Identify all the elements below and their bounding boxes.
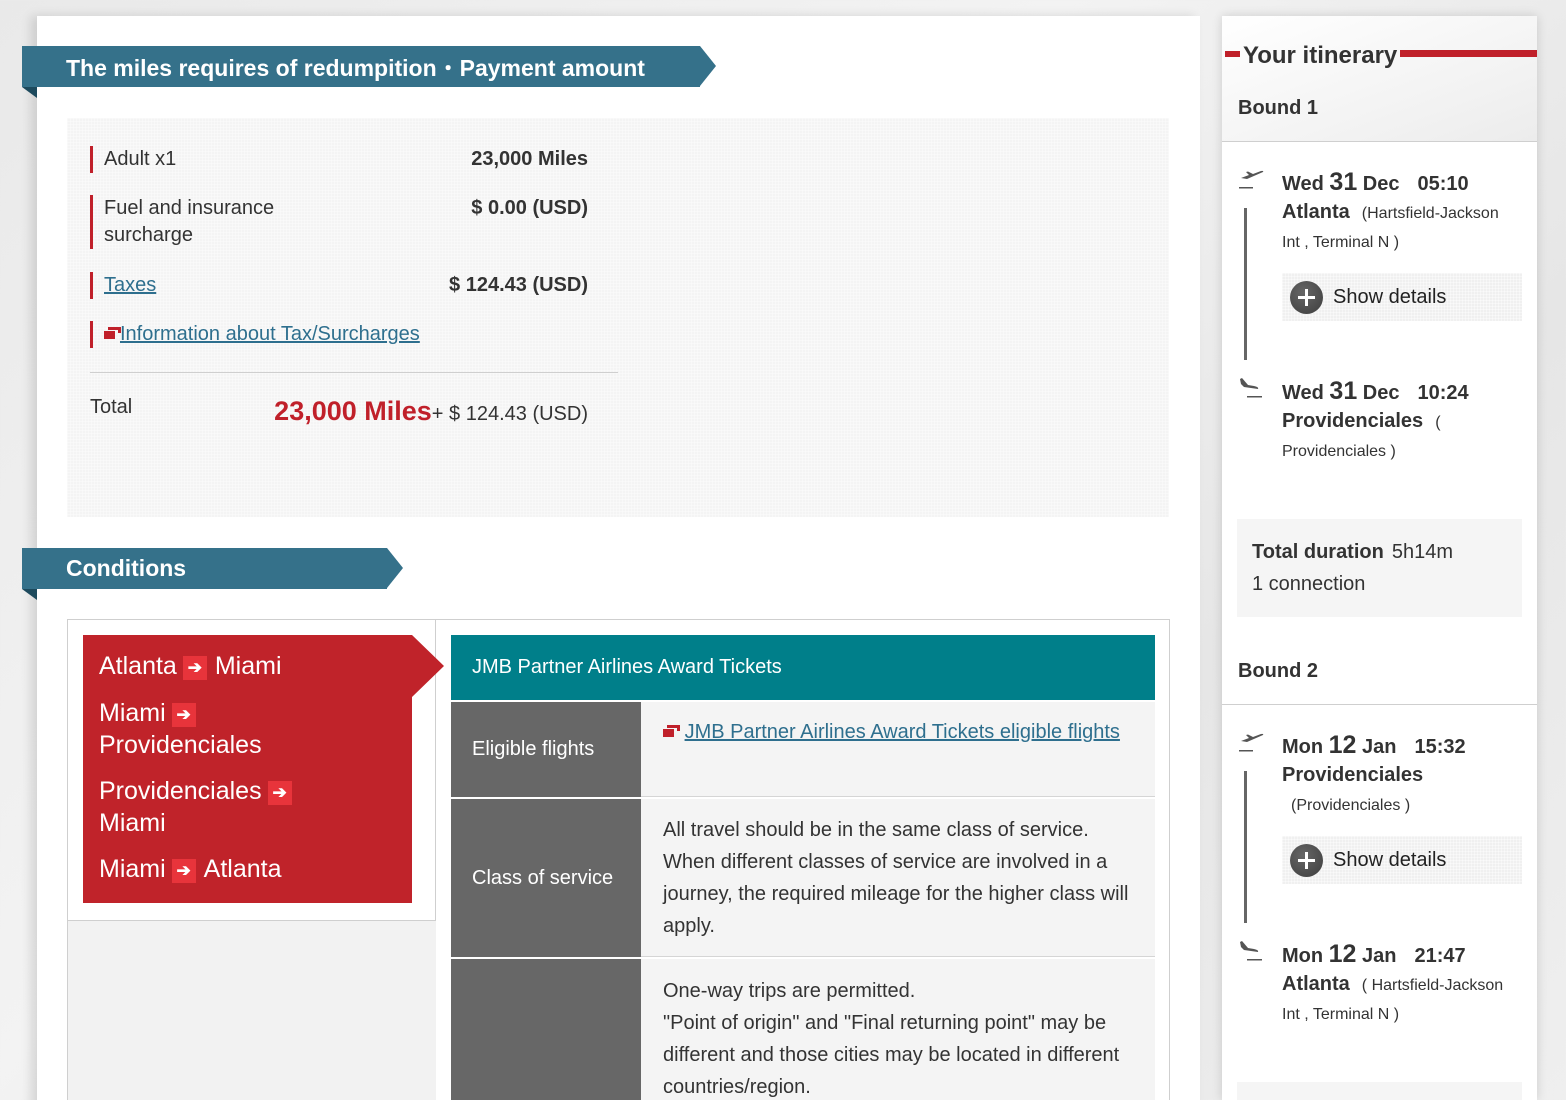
conditions-section-title: Conditions <box>22 548 387 589</box>
connections: 1 connection <box>1252 573 1366 595</box>
segment-line <box>1244 771 1247 923</box>
city: Atlanta <box>1282 201 1350 223</box>
show-details-label: Show details <box>1333 285 1447 308</box>
route-list[interactable] <box>83 635 412 903</box>
airport: (Hartsfield-Jackson <box>1361 205 1499 222</box>
eligible-flights-link[interactable]: JMB Partner Airlines Award Tickets eligible flights <box>684 721 1120 743</box>
dow: Mon <box>1282 945 1324 967</box>
condition-row-oneway <box>451 957 1155 1100</box>
day: 12 <box>1328 940 1357 968</box>
route-item <box>99 650 412 682</box>
bound-2-arrival <box>1282 940 1527 1024</box>
payment-summary <box>67 118 1169 517</box>
month: Dec <box>1362 382 1400 404</box>
itinerary-sidebar <box>1222 16 1537 1100</box>
arrow-right-icon: ➔ <box>172 703 196 727</box>
bound-1-title: Bound 1 <box>1238 97 1318 119</box>
landing-icon <box>1237 939 1265 963</box>
condition-text-line: One-way trips are permitted. <box>663 980 916 1002</box>
conditions-table <box>451 635 1155 1100</box>
time: 21:47 <box>1414 945 1466 967</box>
payment-row-taxes <box>90 272 588 299</box>
route-to: Atlanta <box>203 855 282 883</box>
taxes-value: $ 124.43 (USD) <box>449 274 588 296</box>
segment-line <box>1244 208 1247 360</box>
bound-2-title: Bound 2 <box>1238 660 1318 682</box>
bound-1-arrival <box>1282 377 1527 461</box>
condition-text-line: "Point of origin" and "Final returning point" may be different and those cities may be located in different countries/region. <box>663 1012 1120 1098</box>
airport: ( <box>1435 414 1441 431</box>
takeoff-icon <box>1237 729 1265 753</box>
condition-label <box>451 959 641 1100</box>
route-to: Providenciales <box>99 731 262 759</box>
month: Dec <box>1362 173 1400 195</box>
taxes-link[interactable]: Taxes <box>104 274 157 296</box>
route-from: Miami <box>99 855 166 883</box>
condition-row-eligible <box>451 700 1155 797</box>
condition-value: All travel should be in the same class of service. When different classes of service are involved in a journey, the required mileage for the higher class will apply. <box>641 799 1155 957</box>
route-from: Atlanta <box>99 652 177 680</box>
route-item <box>99 697 412 761</box>
conditions-table-header: JMB Partner Airlines Award Tickets <box>451 635 1155 700</box>
month: Jan <box>1362 736 1397 758</box>
duration-value: 5h14m <box>1391 541 1453 563</box>
day: 12 <box>1328 731 1357 759</box>
divider <box>90 372 618 373</box>
condition-label: Class of service <box>451 799 641 957</box>
adult-label: Adult x1 <box>104 148 177 170</box>
arrow-right-icon: ➔ <box>268 781 292 805</box>
payment-row-surcharge <box>90 195 588 249</box>
payment-row-adult <box>90 146 588 173</box>
conditions-panel <box>67 619 1170 1100</box>
route-item <box>99 775 412 839</box>
arrow-right-icon: ➔ <box>172 859 196 883</box>
external-link-icon <box>104 327 120 339</box>
bound-2-duration <box>1237 1082 1522 1100</box>
itinerary-title-text: Your itinerary <box>1243 42 1398 69</box>
dow: Wed <box>1282 382 1324 404</box>
landing-icon <box>1237 376 1265 400</box>
itinerary-title <box>1222 42 1537 72</box>
bound-1-duration <box>1237 519 1522 617</box>
day: 31 <box>1329 377 1358 405</box>
city: Providenciales <box>1282 410 1424 432</box>
tax-info-link[interactable]: Information about Tax/Surcharges <box>120 323 420 345</box>
city: Atlanta <box>1282 973 1350 995</box>
total-miles: 23,000 Miles <box>274 396 432 426</box>
airport-detail: Int , Terminal N ) <box>1282 234 1400 251</box>
condition-value <box>641 702 1155 797</box>
airport: ( Hartsfield-Jackson <box>1361 977 1504 994</box>
route-from: Miami <box>99 699 166 727</box>
condition-label: Eligible flights <box>451 702 641 797</box>
show-details-button[interactable] <box>1282 836 1522 884</box>
condition-row-class <box>451 797 1155 957</box>
condition-value <box>641 959 1155 1100</box>
time: 05:10 <box>1417 173 1469 195</box>
payment-total <box>90 396 588 426</box>
route-column <box>68 620 436 1100</box>
bound-1-departure <box>1282 168 1527 252</box>
surcharge-label: Fuel and insurance surcharge <box>104 197 275 246</box>
day: 31 <box>1329 168 1358 196</box>
route-column-filler <box>68 920 436 1100</box>
surcharge-value: $ 0.00 (USD) <box>471 197 588 219</box>
takeoff-icon <box>1237 166 1265 190</box>
airport-detail: (Providenciales ) <box>1291 797 1411 814</box>
arrow-right-icon: ➔ <box>183 656 207 680</box>
route-to: Miami <box>99 809 166 837</box>
time: 10:24 <box>1417 382 1469 404</box>
payment-row-info <box>90 321 588 348</box>
city: Providenciales <box>1282 764 1424 786</box>
show-details-label: Show details <box>1333 848 1447 871</box>
route-to: Miami <box>214 652 282 680</box>
plus-icon <box>1290 281 1323 314</box>
total-cash: + $ 124.43 (USD) <box>431 403 588 425</box>
dow: Wed <box>1282 173 1324 195</box>
payment-section-title: The miles requires of redumpition・Payment amount <box>22 46 700 87</box>
duration-label: Total duration <box>1252 541 1384 563</box>
airport-detail: Int , Terminal N ) <box>1282 1006 1400 1023</box>
time: 15:32 <box>1414 736 1466 758</box>
airport-detail: Providenciales ) <box>1282 443 1396 460</box>
route-item <box>99 853 412 885</box>
total-label: Total <box>90 396 133 418</box>
adult-value: 23,000 Miles <box>471 148 588 170</box>
route-from: Providenciales <box>99 777 262 805</box>
month: Jan <box>1362 945 1397 967</box>
bound-2-departure <box>1282 731 1527 815</box>
dow: Mon <box>1282 736 1324 758</box>
external-link-icon <box>663 725 679 737</box>
plus-icon <box>1290 844 1323 877</box>
show-details-button[interactable] <box>1282 273 1522 321</box>
